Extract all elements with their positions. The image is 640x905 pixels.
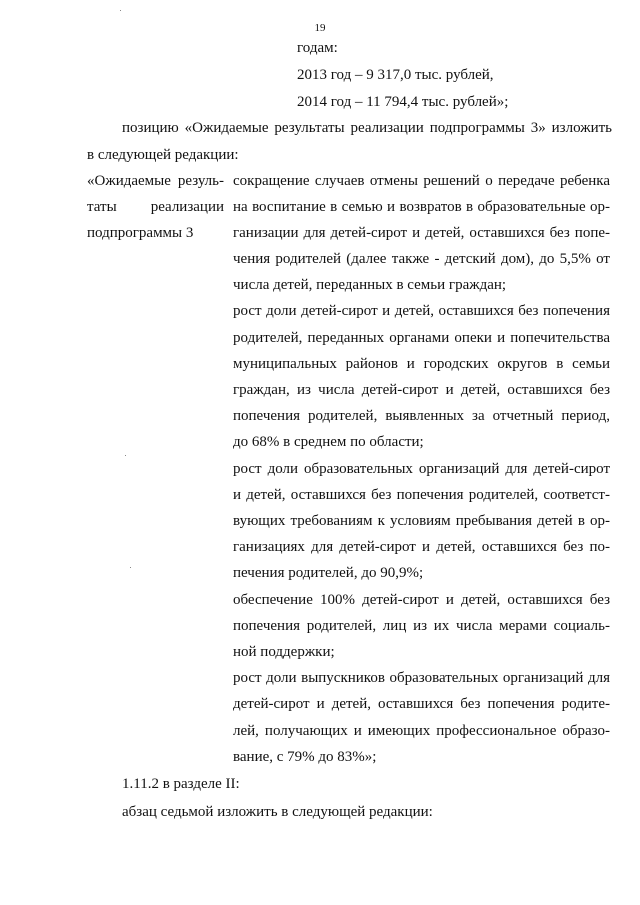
table-value-line: сокращение случаев отмены решений о передаче ребенка [233,173,610,189]
scan-speck [125,455,126,456]
paragraph-line-2: в следующей редакции: [87,147,239,163]
table-value-line: ганизации для детей-сирот и детей, оставшихся без попе- [233,225,610,241]
table-value-line: детей-сирот и детей, оставшихся без попечения родите- [233,696,610,712]
table-label-line: «Ожидаемые резуль- [87,173,224,189]
table-value-line: чения родителей (далее также - детский дом), до 5,5% от [233,251,610,267]
table-label-line: таты реализации [87,199,224,215]
table-value-line: на воспитание в семью и возвратов в образовательные ор- [233,199,610,215]
table-value-line: муниципальных районов и городских округов в семьи [233,356,610,372]
table-value-line: ганизациях для детей-сирот и детей, оставшихся без по- [233,539,610,555]
table-value-line: попечения родителей, выявленных за отчетный период, [233,408,610,424]
intro-line-3: 2014 год – 11 794,4 тыс. рублей»; [297,94,509,110]
table-value-line: рост доли образовательных организаций для детей-сирот [233,461,610,477]
table-value-line: и детей, оставшихся без попечения родителей, соответст- [233,487,610,503]
closing-line-1: 1.11.2 в разделе II: [122,776,240,792]
table-value-line: вующих требованиям к условиям пребывания детей в ор- [233,513,610,529]
table-value-line: рост доли детей-сирот и детей, оставшихся без попечения [233,303,610,319]
table-value-line: граждан, из числа детей-сирот и детей, оставшихся без [233,382,610,398]
table-value-line: ной поддержки; [233,644,335,660]
table-value-line: до 68% в среднем по области; [233,434,424,450]
scan-speck [120,10,121,11]
scan-speck [130,567,131,568]
table-value-line: рост доли выпускников образовательных организаций для [233,670,610,686]
table-value-line: печения родителей, до 90,9%; [233,565,424,581]
intro-line-1: годам: [297,40,338,56]
table-value-line: вание, с 79% до 83%»; [233,749,377,765]
paragraph-line-1: позицию «Ожидаемые результаты реализации подпрограммы 3» изложить [122,120,612,136]
table-value-line: лей, получающих и имеющих профессиональное образо- [233,723,610,739]
page-number: 19 [314,22,326,34]
intro-line-2: 2013 год – 9 317,0 тыс. рублей, [297,67,494,83]
closing-line-2: абзац седьмой изложить в следующей редакции: [122,804,433,820]
table-value-line: обеспечение 100% детей-сирот и детей, оставшихся без [233,592,610,608]
table-label-line: подпрограммы 3 [87,225,194,241]
table-value-line: родителей, переданных органами опеки и попечительства [233,330,610,346]
table-value-line: попечения родителей, лиц из их числа мерами социаль- [233,618,610,634]
table-value-line: числа детей, переданных в семьи граждан; [233,277,507,293]
